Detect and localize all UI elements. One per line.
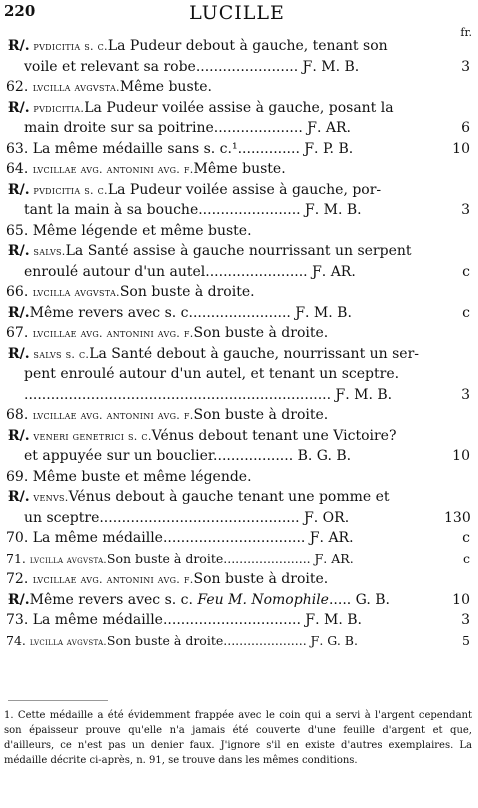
price-value: c [462, 304, 470, 321]
line-text [6, 282, 255, 303]
legend-text: pvdicitia s. c. [29, 183, 108, 197]
description-text: 69. Même buste et même légende. [6, 468, 252, 485]
page-number: 220 [4, 2, 36, 20]
price-value: 5 [462, 632, 470, 648]
running-title: LUCILLE [189, 2, 285, 24]
catalog-line [0, 364, 478, 385]
catalog-line [0, 467, 478, 488]
catalog-line [0, 139, 478, 160]
line-text [8, 487, 390, 508]
legend-text: lvcilla avgvsta. [29, 636, 107, 648]
line-text [24, 118, 351, 139]
description-text: 71. [6, 550, 30, 566]
reverse-mark: Ɍ/. [8, 427, 30, 444]
line-text [6, 77, 212, 98]
line-text [6, 467, 252, 488]
catalog-line [0, 221, 478, 242]
description-text: 74. [6, 632, 30, 648]
price-value: 130 [444, 509, 471, 526]
catalog-line [0, 610, 478, 631]
description-text: Même buste. [193, 161, 286, 177]
description-text: Feu M. Nomophile [197, 591, 329, 608]
catalog-entries [0, 36, 478, 651]
description-text: La Santé assise à gauche nourrissant un serpent [65, 243, 412, 259]
value-column-label: fr. [460, 26, 472, 39]
catalog-line [0, 57, 478, 78]
catalog-line [0, 487, 478, 508]
catalog-line [0, 549, 478, 570]
legend-text: lvcilla avgvsta. [32, 81, 120, 94]
description-text: 73. La même médaille............................... Ƒ. M. B. [6, 612, 362, 628]
legend-text: venvs. [29, 491, 69, 504]
line-text [6, 159, 286, 180]
line-text [8, 426, 396, 447]
description-text: 65. Même légende et même buste. [6, 222, 252, 239]
line-text [24, 446, 351, 467]
reverse-mark: Ɍ/. [8, 489, 30, 505]
price-value: 6 [461, 120, 470, 136]
description-text: 66. [6, 284, 33, 300]
line-text [6, 569, 328, 590]
catalog-line [0, 426, 478, 447]
catalog-line [0, 180, 478, 201]
legend-text: salvs s. c. [29, 347, 90, 361]
line-text [6, 139, 353, 160]
catalog-line [0, 405, 478, 426]
description-text: Son buste à droite. [119, 284, 255, 300]
price-value: 3 [461, 386, 470, 403]
footnote: 1. Cette médaille a été évidemment frappée avec le coin qui a servi à l'argent cependant son épaisseur prouve qu'elle n'a jamais été couverte d'une feuille d'argent et que, d'ailleurs, ce n'est pas un denier faux. J'ignore s'il en existe d'autres exemplaires. La médaille décrite ci-après, n. 91, se trouve dans les mêmes conditions. [4, 710, 472, 766]
price-value: c [462, 550, 470, 566]
description-text: et appuyée sur un bouclier.................. B. G. B. [24, 448, 352, 464]
description-text: 64. [6, 161, 33, 177]
description-text: ..................................................................... Ƒ. M. B. [24, 386, 393, 403]
catalog-line [0, 385, 478, 406]
description-text: Même revers avec s. c....................... Ƒ. M. B. [29, 304, 352, 321]
description-text: La Pudeur voilée assise à gauche, por- [107, 181, 382, 198]
legend-text: lvcillae avg. antonini avg. f. [32, 327, 194, 340]
reverse-mark: Ɍ/. [8, 345, 30, 362]
line-text [8, 303, 352, 324]
legend-text: lvcillae avg. antonini avg. f. [32, 409, 194, 422]
description-text: La Santé debout à gauche, nourrissant un ser- [89, 345, 420, 362]
catalog-line [0, 98, 478, 119]
description-text: La Pudeur voilée assise à gauche, posant la [84, 99, 394, 116]
legend-text: veneri genetrici s. c. [29, 429, 152, 443]
price-value: c [462, 263, 470, 280]
catalog-line [0, 118, 478, 139]
line-text [24, 364, 399, 385]
line-text [24, 262, 356, 283]
catalog-line [0, 528, 478, 549]
line-text [6, 631, 358, 652]
line-text [6, 549, 354, 570]
price-value: 10 [452, 448, 470, 464]
description-text: ..... G. B. [328, 591, 390, 608]
description-text: voile et relevant sa robe....................... Ƒ. M. B. [24, 58, 360, 75]
legend-text: pvdicitia s. c. [29, 40, 108, 53]
description-text: Vénus debout à gauche tenant une pomme et [68, 489, 390, 505]
description-text: Son buste à droite...................... Ƒ. AR. [106, 550, 354, 566]
description-text: 63. La même médaille sans s. c.¹.............. Ƒ. P. B. [6, 140, 354, 157]
description-text: 68. [6, 407, 33, 423]
line-text [8, 98, 394, 119]
line-text [6, 323, 328, 344]
line-text [8, 180, 381, 201]
line-text [8, 590, 390, 611]
price-value: c [462, 530, 470, 546]
line-text [6, 528, 354, 549]
reverse-mark: Ɍ/. [8, 99, 30, 116]
description-text: 67. [6, 325, 33, 341]
catalog-line [0, 303, 478, 324]
description-text: pent enroulé autour d'un autel, et tenant un sceptre. [24, 366, 400, 382]
description-text: Son buste à droite..................... Ƒ. G. B. [106, 632, 358, 648]
description-text: Son buste à droite. [193, 571, 329, 587]
reverse-mark: Ɍ/. [8, 243, 30, 259]
reverse-mark: Ɍ/. [8, 38, 30, 54]
catalog-line [0, 36, 478, 57]
catalog-line [0, 631, 478, 652]
description-text: Même revers avec s. c. [29, 591, 198, 608]
description-text: main droite sur sa poitrine.................... Ƒ. AR. [24, 120, 351, 136]
line-text [8, 36, 388, 57]
line-text [24, 385, 392, 406]
description-text: Même buste. [119, 79, 212, 95]
line-text [24, 57, 359, 78]
footnote-rule [8, 700, 108, 701]
catalog-line [0, 344, 478, 365]
reverse-mark: Ɍ/. [8, 181, 30, 198]
price-value: 10 [452, 591, 470, 608]
catalog-line [0, 159, 478, 180]
description-text: Son buste à droite. [193, 407, 329, 423]
catalog-line [0, 262, 478, 283]
description-text: enroulé autour d'un autel....................... Ƒ. AR. [24, 263, 356, 280]
description-text: tant la main à sa bouche....................... Ƒ. M. B. [24, 202, 362, 218]
page-header [4, 2, 470, 24]
reverse-mark: Ɍ/. [8, 304, 30, 321]
legend-text: salvs. [29, 245, 66, 258]
legend-text: lvcilla avgvsta. [29, 554, 107, 566]
catalog-line [0, 508, 478, 529]
reverse-mark: Ɍ/. [8, 591, 30, 608]
catalog-line [0, 282, 478, 303]
description-text: un sceptre............................................. Ƒ. OR. [24, 509, 350, 526]
line-text [6, 221, 252, 242]
description-text: 72. [6, 571, 33, 587]
catalog-line [0, 446, 478, 467]
line-text [6, 405, 328, 426]
line-text [6, 610, 362, 631]
price-value: 3 [461, 612, 470, 628]
catalog-line [0, 77, 478, 98]
legend-text: lvcilla avgvsta. [32, 286, 120, 299]
line-text [8, 344, 419, 365]
price-value: 3 [461, 58, 470, 75]
legend-text: pvdicitia. [29, 101, 85, 115]
description-text: 70. La même médaille................................ Ƒ. AR. [6, 530, 354, 546]
price-value: 3 [461, 202, 470, 218]
catalog-line [0, 200, 478, 221]
description-text: Vénus debout tenant une Victoire? [151, 427, 397, 444]
description-text: Son buste à droite. [193, 325, 329, 341]
description-text: La Pudeur debout à gauche, tenant son [107, 38, 388, 54]
catalog-line [0, 241, 478, 262]
catalog-line [0, 323, 478, 344]
price-value: 10 [452, 140, 470, 157]
description-text: 62. [6, 79, 33, 95]
catalog-line [0, 590, 478, 611]
catalog-line [0, 569, 478, 590]
legend-text: lvcillae avg. antonini avg. f. [32, 163, 194, 176]
legend-text: lvcillae avg. antonini avg. f. [32, 573, 194, 586]
line-text [24, 508, 349, 529]
line-text [24, 200, 362, 221]
line-text [8, 241, 412, 262]
